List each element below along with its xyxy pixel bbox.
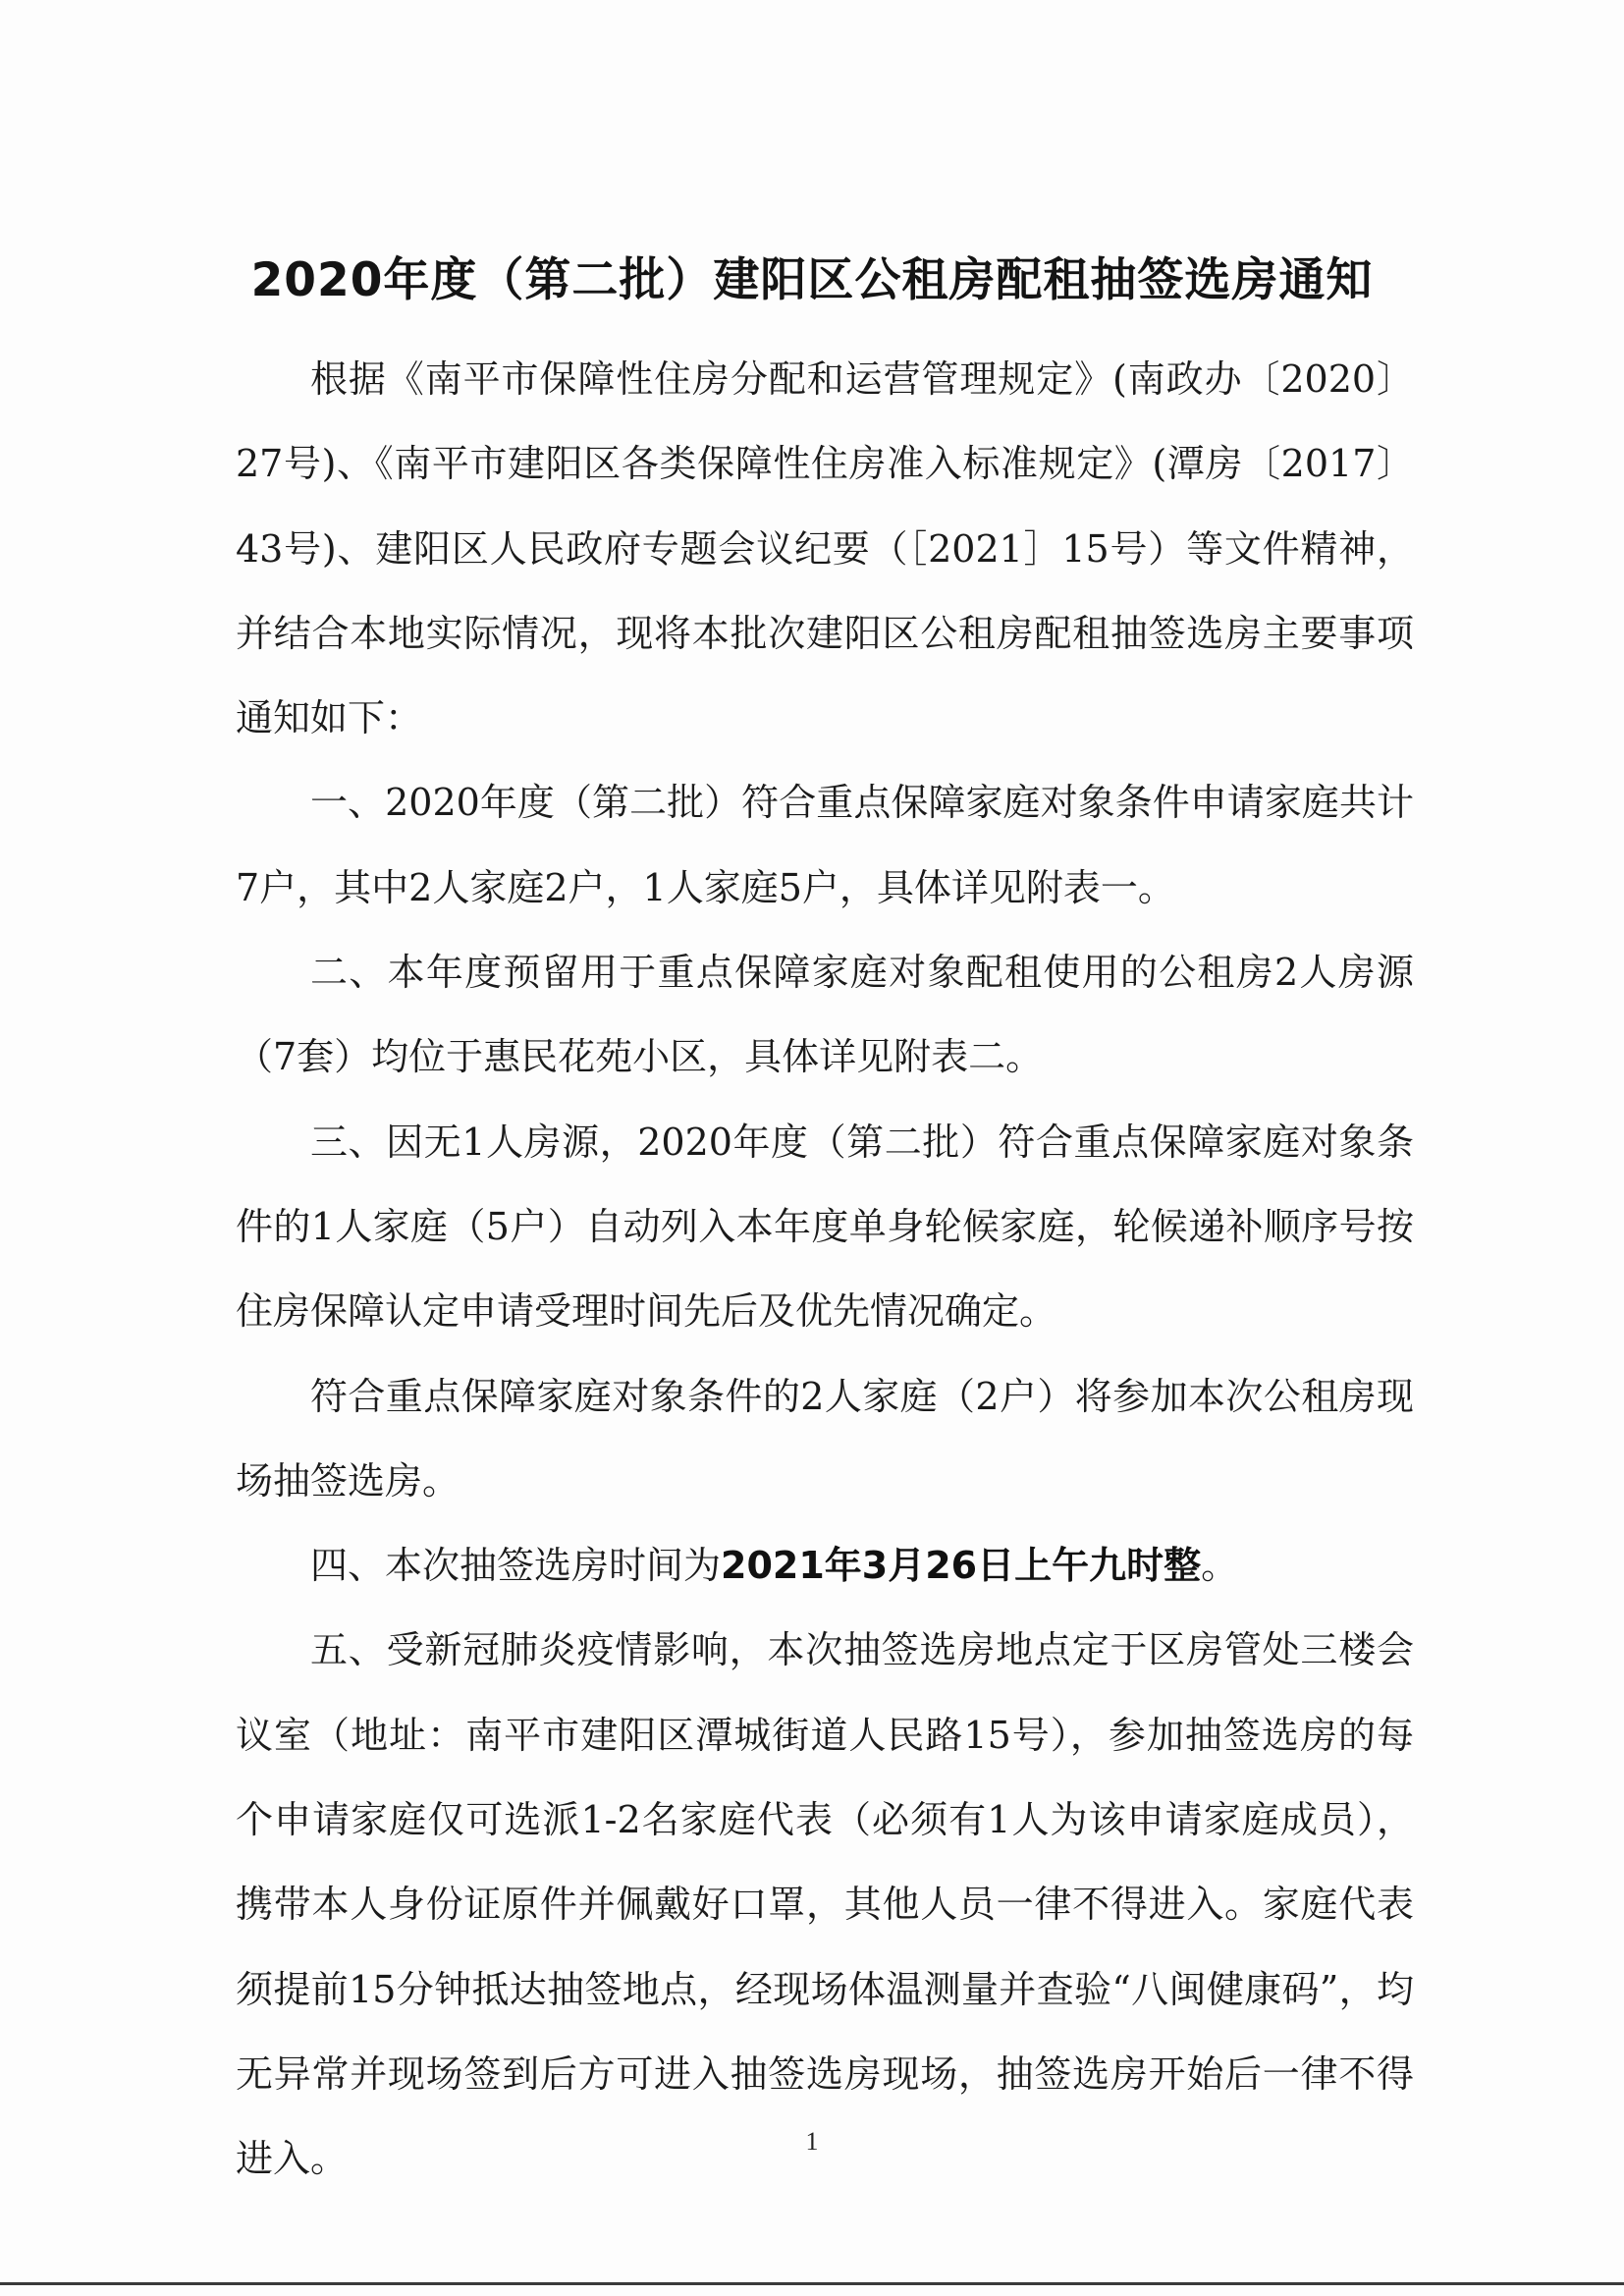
bottom-scan-edge [0,2282,1624,2285]
draw-time: 2021年3月26日上午九时整 [721,1544,1202,1588]
page-number: 1 [805,2127,819,2156]
notice-title: 2020年度（第二批）建阳区公租房配租抽签选房通知 [250,253,1374,307]
paragraph-item-2: 二、本年度预留用于重点保障家庭对象配租使用的公租房2人房源（7套）均位于惠民花苑小区，具体详见附表二。 [236,951,1414,1079]
item-4-suffix: 。 [1201,1544,1239,1588]
item-4-prefix: 四、本次抽签选房时间为 [310,1544,722,1588]
paragraph-item-1: 一、2020年度（第二批）符合重点保障家庭对象条件申请家庭共计7户，其中2人家庭2户，1人家庭5户，具体详见附表一。 [236,781,1414,909]
paragraph-item-4 [236,1523,1414,1608]
paragraph-item-3-continued: 符合重点保障家庭对象条件的2人家庭（2户）将参加本次公租房现场抽签选房。 [236,1374,1414,1503]
paragraph-intro: 根据《南平市保障性住房分配和运营管理规定》(南政办〔2020〕27号)、《南平市建阳区各类保障性住房准入标准规定》(潭房〔2017〕43号)、建阳区人民政府专题会议纪要（［2021］15号）等文件精神，并结合本地实际情况，现将本批次建阳区公租房配租抽签选房主要事项通知如下： [236,357,1414,740]
paragraph-item-5: 五、受新冠肺炎疫情影响，本次抽签选房地点定于区房管处三楼会议室（地址：南平市建阳区潭城街道人民路15号），参加抽签选房的每个申请家庭仅可选派1-2名家庭代表（必须有1人为该申请家庭成员），携带本人身份证原件并佩戴好口罩，其他人员一律不得进入。家庭代表须提前15分钟抵达抽签地点，经现场体温测量并查验“八闽健康码”，均无异常并现场签到后方可进入抽签选房现场，抽签选房开始后一律不得进入。 [236,1628,1414,2181]
paragraph-item-3: 三、因无1人房源，2020年度（第二批）符合重点保障家庭对象条件的1人家庭（5户）自动列入本年度单身轮候家庭，轮候递补顺序号按住房保障认定申请受理时间先后及优先情况确定。 [236,1120,1414,1334]
notice-body [236,337,1414,2202]
